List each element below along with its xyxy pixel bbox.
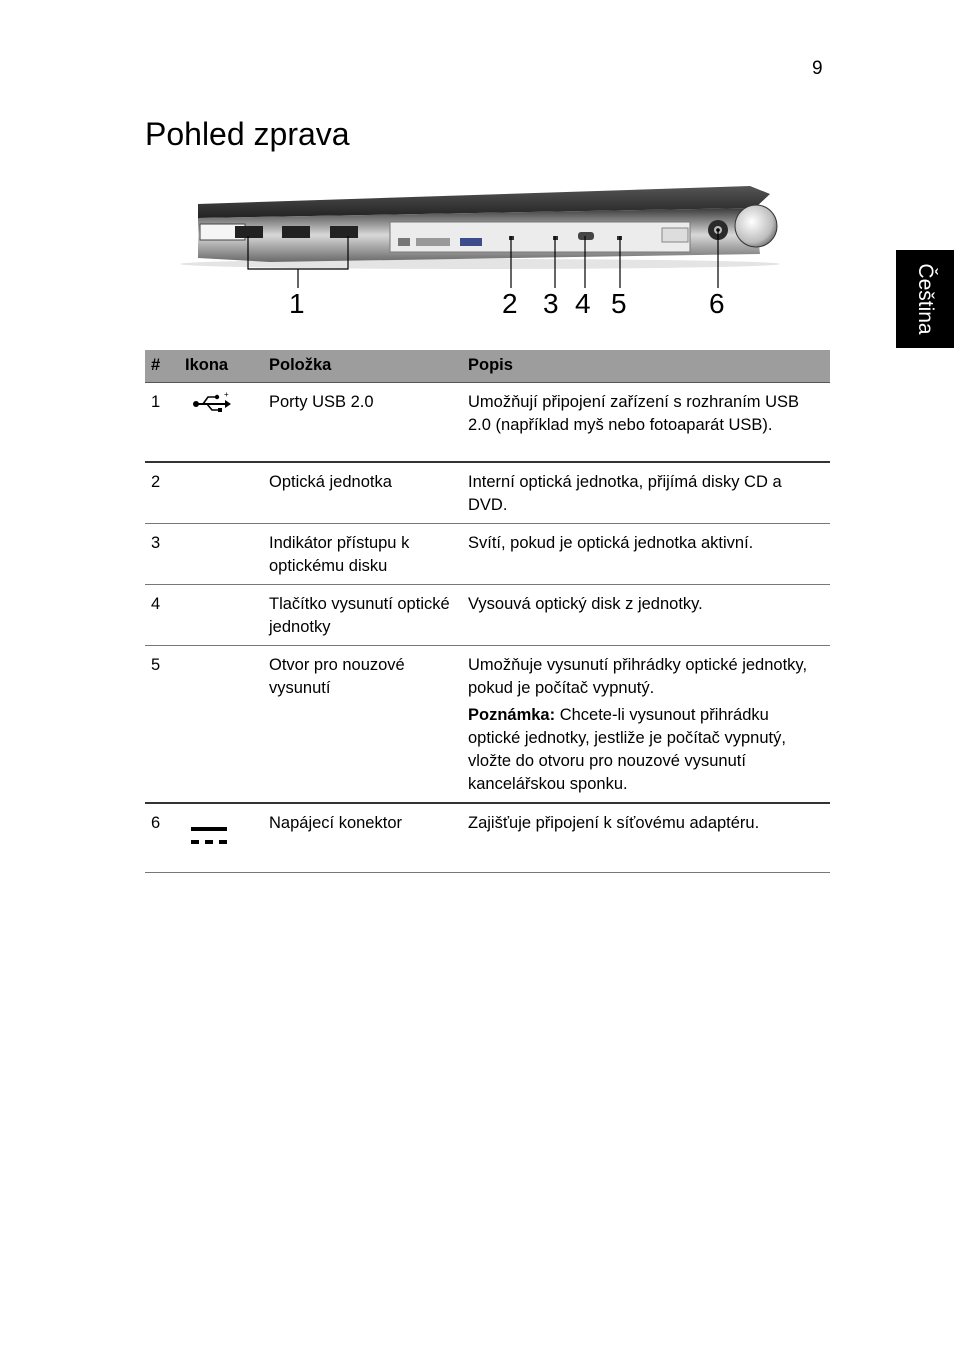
note-text: Chcete-li vysunout přihrádku optické jednotky, jestliže je počítač vypnutý, vložte do otvoru pro nouzové vysunutí kancelářskou sponku.: [468, 705, 786, 793]
language-tab: [896, 250, 954, 348]
header-num: #: [145, 350, 179, 383]
row-icon: [179, 645, 263, 803]
table-row: [145, 584, 830, 645]
table-row: [145, 645, 830, 803]
table-header-row: [145, 350, 830, 383]
table-row: [145, 803, 830, 873]
laptop-illustration: [180, 178, 800, 288]
callout-6: 6: [709, 288, 725, 319]
row-num: 6: [151, 813, 161, 832]
header-item: Položka: [263, 350, 462, 383]
row-num: 4: [151, 594, 161, 613]
dc-power-icon: [189, 825, 229, 849]
laptop-right-side-figure: [180, 178, 800, 328]
language-tab-label: Čeština: [914, 263, 937, 335]
svg-text:+: +: [224, 391, 229, 399]
row-desc: Umožňují připojení zařízení s rozhraním USB 2.0 (například myš nebo fotoaparát USB).: [468, 393, 800, 434]
header-desc: Popis: [462, 350, 830, 383]
row-desc: Umožňuje vysunutí přihrádky optické jednotky, pokud je počítač vypnutý.: [468, 655, 808, 697]
row-desc-cell: [462, 645, 830, 803]
row-icon: [179, 803, 263, 873]
row-item: Indikátor přístupu k optickému disku: [269, 533, 410, 575]
page-title: Pohled zprava: [145, 116, 350, 152]
row-item: Napájecí konektor: [269, 813, 402, 832]
row-num: 3: [151, 533, 161, 552]
row-num: 2: [151, 472, 161, 491]
callout-5: 5: [611, 288, 627, 319]
right-view-table: [145, 350, 830, 873]
usb-icon: [191, 391, 231, 415]
row-num: 1: [151, 393, 161, 411]
row-item: Otvor pro nouzové vysunutí: [269, 655, 405, 697]
table-row: [145, 523, 830, 584]
row-item: Porty USB 2.0: [269, 393, 374, 411]
header-icon: Ikona: [179, 350, 263, 383]
callout-3: 3: [543, 288, 559, 319]
row-desc: Vysouvá optický disk z jednotky.: [468, 594, 703, 613]
row-item: Tlačítko vysunutí optické jednotky: [269, 594, 450, 636]
row-desc: Zajišťuje připojení k síťovému adaptéru.: [468, 813, 760, 832]
row-num: 5: [151, 655, 161, 674]
row-desc: Svítí, pokud je optická jednotka aktivní.: [468, 533, 754, 552]
row-icon: [179, 462, 263, 524]
row-note: [468, 704, 824, 796]
callout-1: 1: [289, 288, 305, 319]
row-desc: Interní optická jednotka, přijímá disky CD a DVD.: [468, 472, 782, 514]
page-number: 9: [812, 58, 823, 79]
row-icon: [179, 523, 263, 584]
row-icon: [179, 383, 263, 462]
table-row: [145, 462, 830, 524]
callout-4: 4: [575, 288, 591, 319]
row-icon: [179, 584, 263, 645]
note-label: Poznámka:: [468, 705, 556, 724]
table-row: [145, 383, 830, 462]
callout-2: 2: [502, 288, 518, 319]
row-item: Optická jednotka: [269, 472, 392, 491]
